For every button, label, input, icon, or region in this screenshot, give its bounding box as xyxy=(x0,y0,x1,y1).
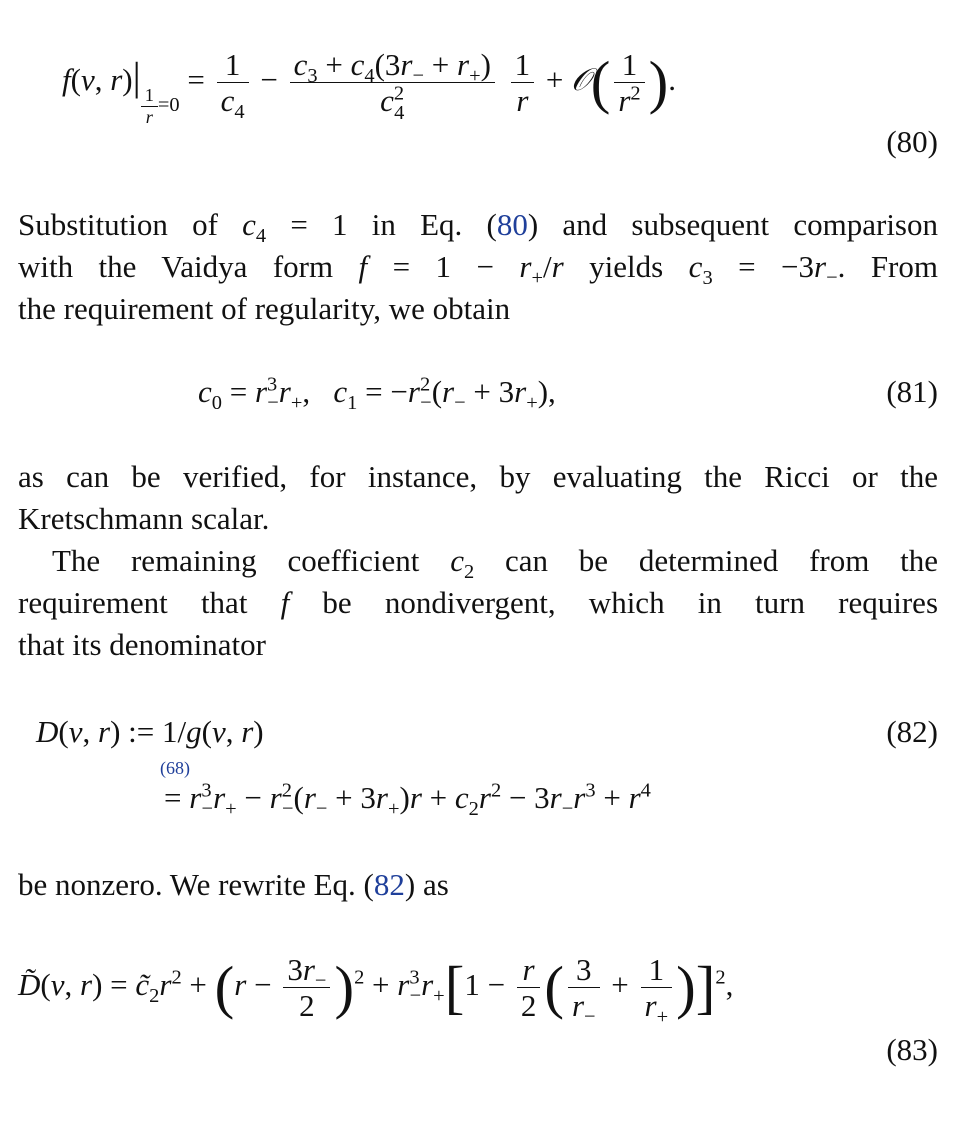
paragraph-remaining-coefficient: The remaining coefficient $c_2$ can be determined from the requirement that f be nondivergent, which in turn requires that its denominator xyxy=(18,543,939,662)
eq-68-link[interactable]: (68) xyxy=(160,758,190,778)
equation-82-line2: (68) = $r^3_-r_+ - r^2_-(r_- + 3r_+)r + c_2r^2 - 3r_-r^3 + r^4$ xyxy=(160,758,651,821)
paragraph-nonzero: be nonzero. We rewrite Eq. (82) as xyxy=(18,867,449,902)
equation-number-82: (82) xyxy=(886,714,938,749)
equation-81: $c_0 = r^3_-r_+$, $c_1 = -r^2_-(r_- + 3r_+)$, xyxy=(198,373,556,415)
paragraph-verification: as can be verified, for instance, by evaluating the Ricci or the Kretschmann scalar. xyxy=(18,459,938,536)
equation-number-80: (80) xyxy=(886,124,938,159)
paragraph-substitution: Substitution of $c_4 = 1$ in Eq. (80) and subsequent comparison with the Vaidya form $f = 1 - r_+/r$ yields $c_3 = -3r_-$. From the requirement of regularity, we obtain xyxy=(18,207,938,326)
eq-82-link[interactable]: 82 xyxy=(373,867,405,902)
equation-83: D̃(v, $r) = c̃_2r^2 + (r$ − $\frac{3r_-}{2}$ )$^2 + r^3_-r_+[1$ − $\frac{r}{2}$ ( $\frac{3}{r_-}$ + $\frac{1}{r_+}$ )]$^2$, xyxy=(18,951,734,1029)
equation-number-83: (83) xyxy=(886,1032,938,1067)
equation-82-line1: D(v, r) := 1/g(v, r) xyxy=(36,714,264,749)
equation-80: f(v, r)| $_{\frac{1}{r} =0}$ = $\frac{1}{c_4}$ − $\frac{c_3 + c_4(3r_- + r_+)}{c^2_4}$ $\frac{1}{r}$ + 𝒪( $\frac{1}{r^2}$ ). xyxy=(62,46,676,127)
eq-80-link[interactable]: 80 xyxy=(496,207,528,242)
equation-number-81: (81) xyxy=(886,374,938,409)
